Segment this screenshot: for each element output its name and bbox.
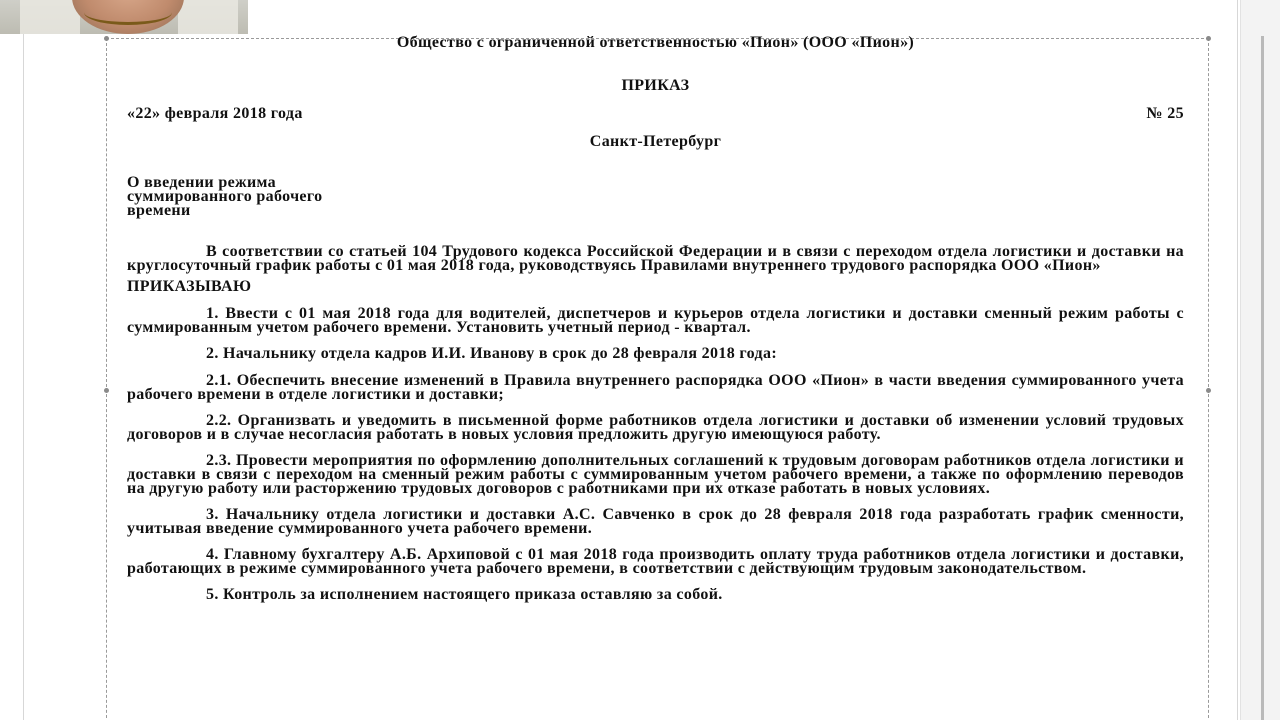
order-item-2: 2. Начальнику отдела кадров И.И. Иванову в срок до 28 февраля 2018 года: (206, 345, 778, 362)
order-command: ПРИКАЗЫВАЮ (127, 278, 252, 295)
document-city: Санкт-Петербург (589, 133, 722, 150)
preamble-paragraph: В соответствии со статьей 104 Трудового кодекса Российской Федерации и в связи с переходом отдела логистики и доставки на круглосуточный график работы с 01 мая 2018 года, руководствуясь Правилами внутреннего трудового распорядка ООО «Пион» (127, 243, 1184, 274)
date-number-row (127, 107, 1184, 121)
organization-name: Общество с ограниченной ответственностью «Пион» (ООО «Пион») (396, 34, 915, 51)
resize-handle-top-right[interactable] (1206, 36, 1211, 41)
document-subject (127, 176, 427, 218)
webcam-overlay (0, 0, 248, 34)
order-item-4: 4. Главному бухгалтеру А.Б. Архиповой с 01 мая 2018 года производить оплату труда работников отдела логистики и доставки, работающих в режиме суммированного учета рабочего времени, в соответствии с действующим трудовым законодательством. (127, 546, 1184, 577)
page-left-edge (23, 0, 24, 720)
order-item-2-3: 2.3. Провести мероприятия по оформлению дополнительных соглашений к трудовым договорам работников отдела логистики и доставки в связи с переходом на сменный режим работы с суммированным учетом рабочего времени, а также по оформлению переводов на другую работу или расторжению трудовых договоров с работниками при их отказе работать в новых условиях. (127, 452, 1184, 497)
vertical-scrollbar[interactable] (1240, 0, 1280, 720)
webcam-necklace (84, 0, 172, 25)
order-item-1: 1. Ввести с 01 мая 2018 года для водителей, диспетчеров и курьеров отдела логистики и доставки сменный режим работы с суммированным учетом рабочего времени. Установить учетный период - квартал. (127, 305, 1184, 336)
subject-line: времени (127, 202, 191, 219)
order-item-2-1: 2.1. Обеспечить внесение изменений в Правила внутреннего распорядка ООО «Пион» в части введения суммированного учета рабочего времени в отделе логистики и доставки; (127, 372, 1184, 403)
document-date: «22» февраля 2018 года (127, 105, 303, 122)
order-item-2-2: 2.2. Организвать и уведомить в письменной форме работников отдела логистики и доставки об изменении условий трудовых договоров и в случае несогласия работать в новых условия предложить другую имеющуюся работу. (127, 412, 1184, 443)
document-number: № 25 (1146, 105, 1184, 122)
document-title: ПРИКАЗ (621, 77, 690, 94)
webcam-shirt-left (20, 0, 80, 34)
scrollbar-thumb[interactable] (1261, 36, 1264, 720)
resize-handle-middle-left[interactable] (104, 388, 109, 393)
page-right-edge (1237, 0, 1238, 720)
order-item-3: 3. Начальнику отдела логистики и доставки А.С. Савченко в срок до 28 февраля 2018 года разработать график сменности, учитывая введение суммированного учета рабочего времени. (127, 506, 1184, 537)
resize-handle-middle-right[interactable] (1206, 388, 1211, 393)
subject-line: суммированного рабочего (127, 188, 323, 205)
subject-line: О введении режима (127, 174, 277, 191)
order-item-5: 5. Контроль за исполнением настоящего приказа оставляю за собой. (206, 586, 723, 603)
order-document (127, 36, 1184, 602)
resize-handle-top-left[interactable] (104, 36, 109, 41)
webcam-shirt-right (178, 0, 238, 34)
